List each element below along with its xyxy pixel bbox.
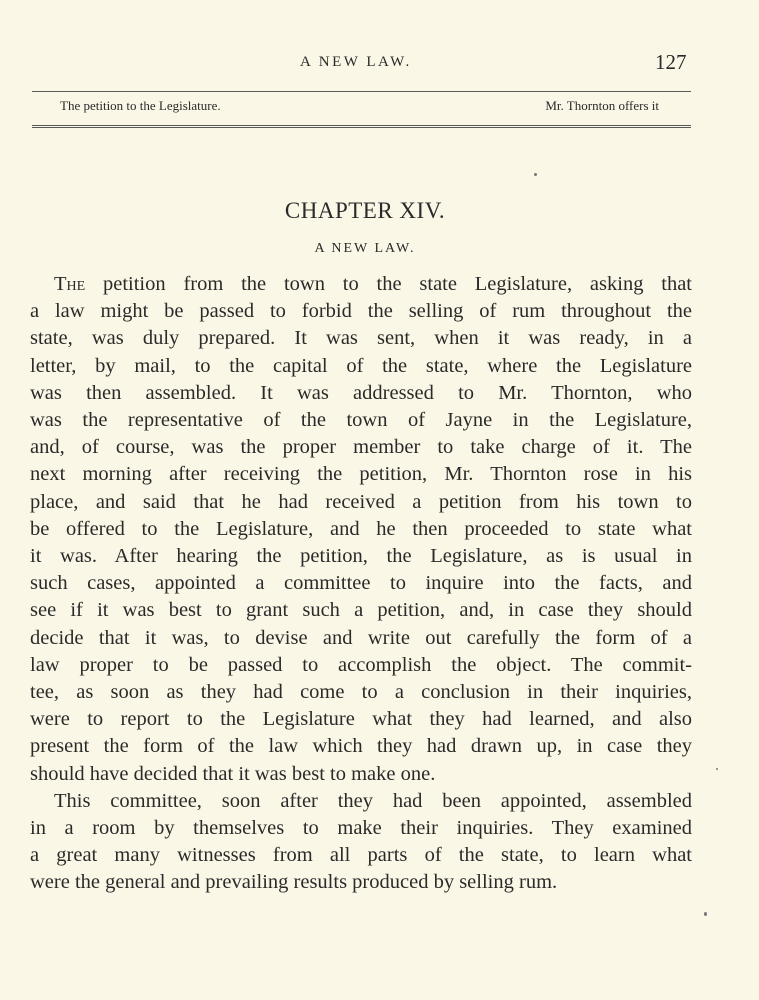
page-number: 127	[655, 50, 687, 74]
lead-word: The	[54, 273, 86, 295]
text-line: decide that it was, to devise and write out carefully the form of a	[30, 626, 692, 649]
text-line: such cases, appointed a committee to inquire into the facts, and	[30, 572, 692, 595]
paragraph-2	[30, 788, 692, 897]
text-line: letter, by mail, to the capital of the state, where the Legislature	[30, 354, 692, 377]
text-line: were the general and prevailing results produced by selling rum.	[30, 871, 558, 894]
text-line: it was. After hearing the petition, the Legislature, as is usual in	[30, 545, 692, 568]
chapter-subtitle: A NEW LAW.	[314, 241, 416, 256]
running-head: A NEW LAW.	[300, 54, 412, 70]
marginal-notes-bar	[32, 91, 691, 128]
text-line: place, and said that he had received a petition from his town to	[30, 490, 692, 513]
text-line: law proper to be passed to accomplish the object. The commit-	[30, 653, 692, 676]
paragraph-1	[30, 271, 692, 788]
paper-speck	[716, 768, 718, 770]
text-line: tee, as soon as they had come to a conclusion in their inquiries,	[30, 681, 692, 704]
text-line: present the form of the law which they had drawn up, in case they	[30, 735, 692, 758]
chapter-title: CHAPTER XIV.	[284, 198, 446, 223]
text-line: The petition from the town to the state Legislature, asking that	[54, 273, 692, 295]
marginal-note-right: Mr. Thornton offers it	[545, 98, 659, 113]
text-line: a law might be passed to forbid the selling of rum throughout the	[30, 300, 692, 323]
text-line: should have decided that it was best to make one.	[30, 762, 436, 785]
text-line: next morning after receiving the petition, Mr. Thornton rose in his	[30, 463, 692, 486]
paper-speck	[534, 173, 537, 176]
text-line: This committee, soon after they had been appointed, assembled	[54, 789, 692, 812]
text-line: be offered to the Legislature, and he then proceeded to state what	[30, 517, 692, 540]
text-line: was the representative of the town of Jayne in the Legislature,	[30, 409, 692, 432]
body-text	[30, 271, 692, 897]
text-line: was then assembled. It was addressed to Mr. Thornton, who	[30, 381, 692, 404]
text-line: see if it was best to grant such a petition, and, in case they should	[30, 599, 692, 622]
text-line: state, was duly prepared. It was sent, when it was ready, in a	[30, 327, 692, 350]
text-line: in a room by themselves to make their inquiries. They examined	[30, 817, 692, 840]
text-line: a great many witnesses from all parts of the state, to learn what	[30, 844, 692, 867]
marginal-note-left: The petition to the Legislature.	[60, 98, 221, 113]
text-line: were to report to the Legislature what they had learned, and also	[30, 708, 692, 731]
paper-speck	[704, 912, 707, 916]
text-line: and, of course, was the proper member to take charge of it. The	[30, 436, 692, 459]
